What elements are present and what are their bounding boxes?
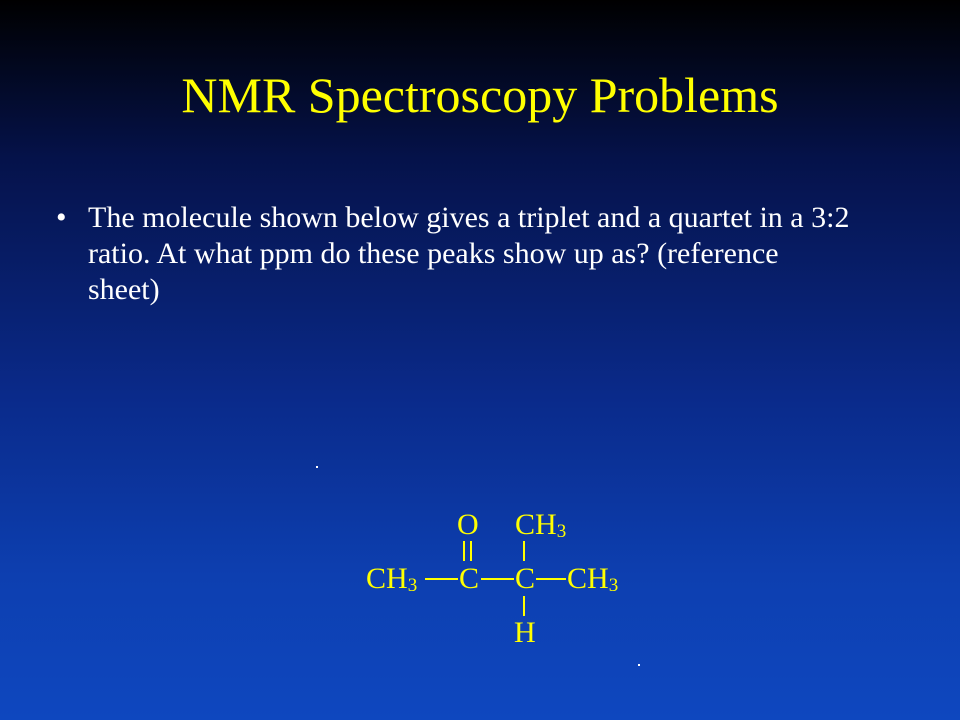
double-bond-line — [463, 541, 465, 561]
single-bond-line — [481, 578, 514, 580]
bullet-marker: • — [56, 201, 67, 234]
double-bond-line — [470, 541, 472, 561]
single-bond-line — [523, 596, 525, 616]
hydrogen-atom: H — [514, 616, 536, 649]
single-bond-line — [523, 541, 525, 561]
top-methyl-group: $CH_3$ — [515, 508, 567, 542]
bullet-text: The molecule shown below gives a triplet and a quartet in a 3:2 ratio. At what ppm do these peaks show up as? (reference sheet) — [88, 201, 850, 306]
left-methyl-group: $CH_3$ — [366, 562, 418, 596]
right-methyl-group: $CH_3$ — [567, 562, 619, 596]
carbonyl-carbon-atom: C — [459, 562, 480, 595]
oxygen-atom: O — [457, 508, 479, 541]
single-bond-line — [536, 578, 566, 580]
slide-title: NMR Spectroscopy Problems — [181, 67, 779, 123]
single-bond-line — [425, 578, 458, 580]
central-carbon-atom: C — [515, 562, 536, 595]
